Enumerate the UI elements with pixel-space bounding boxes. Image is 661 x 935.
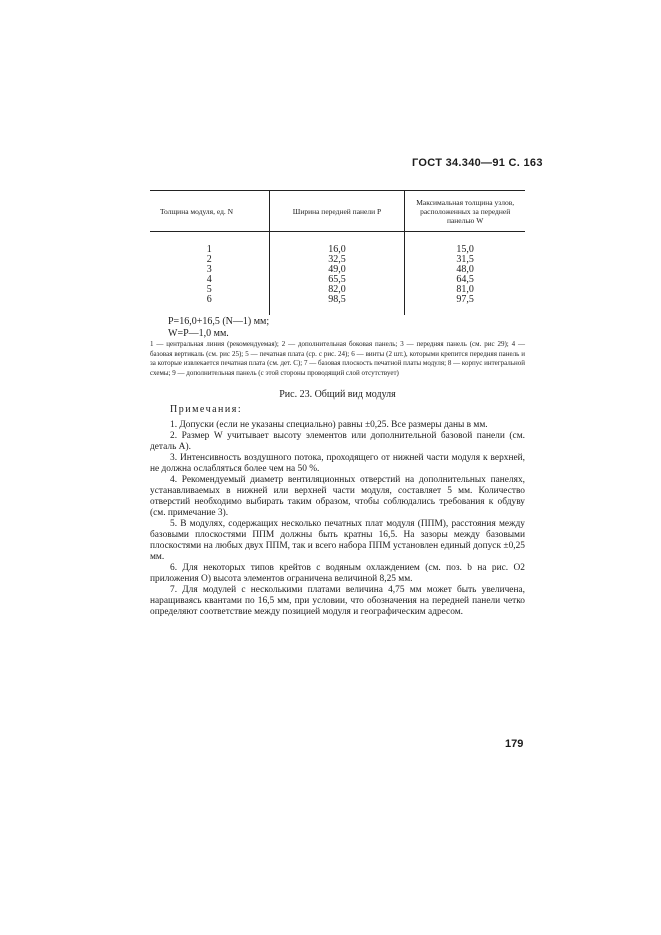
table-cell: 15,0 [456,244,474,255]
note-item: 4. Рекомендуемый диаметр вентиляционных отверстий на дополнительных панелях, устанавливаемых в нижней или верхней части модуля, составляет 5 мм. Количество отверстий необходимо выбирать таким образом, чтобы соблюдались требования к обдуву (см. примечание 3). [150,475,525,518]
table-cell: 65,5 [269,275,405,285]
table-header-max-thickness: Максимальная толщина узлов, расположенных за передней панелью W [405,191,525,232]
page-header: ГОСТ 34.340—91 С. 163 [412,157,543,169]
note-item: 2. Размер W учитывает высоту элементов или дополнительной базовой панели (см. деталь A). [150,431,525,452]
table-cell: 5 [150,285,269,295]
table-header-row [150,191,525,232]
table-cell: 49,0 [269,265,405,275]
page-number: 179 [505,738,524,750]
table-cell: 16,0 [269,232,405,256]
table-cell: 3 [150,265,269,275]
table-cell: 64,5 [456,274,474,285]
figure-caption: Рис. 23. Общий вид модуля [279,389,396,400]
note-item: 1. Допуски (если не указаны специально) равны ±0,25. Все размеры даны в мм. [170,420,488,430]
table-cell: 32,5 [269,255,405,265]
table-row [150,232,525,256]
table-cell: 82,0 [269,285,405,295]
table-cell: 1 [150,232,269,256]
table-cell: 6 [150,295,269,315]
note-item: 6. Для некоторых типов крейтов с водяным охлаждением (см. поз. b на рис. O2 приложения O) высота элементов ограничена величиной 8,25 мм. [150,563,525,584]
note-item: 5. В модулях, содержащих несколько печатных плат модуля (ППМ), расстояния между базовыми плоскостями ППМ должны быть кратны 16,5. На зазоры между базовыми плоскостями на любых двух ППМ, так и всего набора ППМ установлен единый допуск ±0,25 мм. [150,519,525,562]
figure-legend: 1 — центральная линия (рекомендуемая); 2 — дополнительная боковая панель; 3 — передняя панель (см. рис 29); 4 — базовая вертикаль (см. рис 25); 5 — печатная плата (ср. с рис. 24); 6 — винты (2 шт.), которыми крепится передняя панель и за которые извлекается печатная плата (см. дет. C); 7 — базовая плоскость печатной платы модуля; 8 — корпус интегральной схемы; 9 — дополнительная панель (с этой стороны проводящий слой отсутствует) [150,340,525,377]
note-item: 7. Для модулей с несколькими платами величина 4,75 мм может быть увеличена, наращиваясь квантами по 16,5 мм, при условии, что обозначения на передней панели четко определяют соответствие между позицией модуля и географическим адресом. [150,585,525,617]
table-cell: 48,0 [456,264,474,275]
table-cell: 97,5 [456,294,474,305]
note-item: 3. Интенсивность воздушного потока, проходящего от нижней части модуля к верхней, не должна ослабляться более чем на 50 %. [150,453,525,474]
notes-list [150,420,525,618]
formula-panel-width: P=16,0+16,5 (N—1) мм; [168,316,270,327]
table-header-thickness: Толщина модуля, ед. N [150,191,269,232]
table-cell: 2 [150,255,269,265]
table-cell: 31,5 [456,254,474,265]
table-cell: 98,5 [269,295,405,315]
module-dimensions-table [150,190,525,315]
table-row [150,295,525,315]
formula-max-thickness: W=P—1,0 мм. [168,328,229,339]
table-header-panel-width: Ширина передней панели P [269,191,405,232]
table-cell: 4 [150,275,269,285]
table-cell: 81,0 [456,284,474,295]
notes-title: Примечания: [170,404,243,415]
